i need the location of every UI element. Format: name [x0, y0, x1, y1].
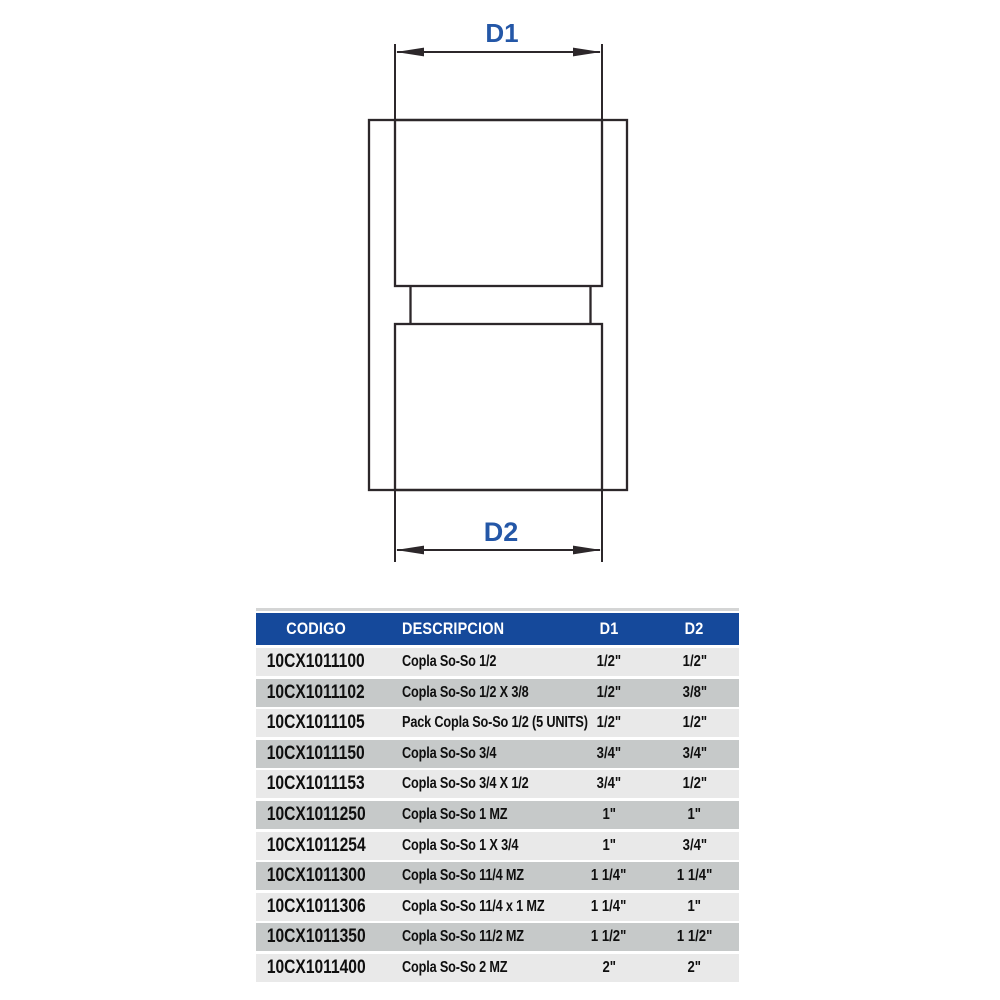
cell-codigo: 10CX1011254 — [266, 834, 366, 856]
cell-d2: 3/4" — [682, 836, 707, 854]
cell-d1: 2" — [602, 958, 616, 976]
cell-d2: 1" — [687, 897, 702, 915]
cell-d1: 1/2" — [596, 683, 622, 701]
cell-descripcion: Pack Copla So-So 1/2 (5 UNITS) — [402, 714, 588, 732]
table-row — [256, 648, 739, 676]
cell-descripcion: Copla So-So 2 MZ — [402, 958, 508, 976]
cell-d1: 1" — [602, 836, 616, 854]
cell-codigo: 10CX1011306 — [266, 895, 366, 917]
cell-codigo: 10CX1011100 — [267, 651, 365, 672]
cell-descripcion: Copla So-So 11/4 MZ — [402, 867, 524, 885]
cell-d2: 3/8" — [682, 683, 707, 701]
cell-d2: 2" — [687, 958, 702, 976]
cell-codigo: 10CX1011300 — [266, 865, 366, 887]
product-table — [256, 608, 739, 982]
cell-descripcion: Copla So-So 11/2 MZ — [402, 928, 524, 946]
cell-descripcion: Copla So-So 1 MZ — [402, 805, 508, 823]
cell-d1: 3/4" — [596, 744, 622, 762]
d1-arrowhead-left-icon — [396, 48, 424, 57]
table-body — [256, 648, 739, 982]
cell-d1: 1 1/2" — [591, 928, 627, 946]
cell-d1: 1/2" — [596, 714, 622, 732]
cell-descripcion: Copla So-So 11/4 x 1 MZ — [402, 897, 545, 915]
table-top-divider — [256, 608, 739, 611]
coupling-body-outline — [369, 120, 627, 490]
cell-codigo: 10CX1011250 — [266, 803, 366, 825]
cell-codigo: 10CX1011105 — [267, 712, 365, 734]
cell-d2: 1 1/4" — [676, 867, 713, 885]
table-row — [256, 801, 739, 829]
cell-d2: 1/2" — [682, 653, 707, 670]
table-header-row — [256, 613, 739, 645]
cell-codigo: 10CX1011400 — [266, 956, 366, 978]
cell-codigo: 10CX1011150 — [267, 742, 365, 764]
table-row — [256, 679, 739, 707]
cell-descripcion: Copla So-So 1 X 3/4 — [402, 836, 519, 854]
cell-d2: 1" — [687, 805, 702, 823]
table-row — [256, 954, 739, 982]
cell-d1: 1" — [602, 805, 616, 823]
cell-codigo: 10CX1011102 — [267, 681, 365, 703]
d2-arrowhead-left-icon — [396, 546, 424, 555]
cell-d2: 3/4" — [682, 744, 707, 762]
table-row — [256, 893, 739, 921]
cell-descripcion: Copla So-So 3/4 X 1/2 — [402, 775, 529, 793]
cell-d1: 1 1/4" — [591, 867, 627, 885]
column-header-codigo: CODIGO — [286, 619, 346, 638]
table-row — [256, 770, 739, 798]
table-row — [256, 709, 739, 737]
cell-descripcion: Copla So-So 1/2 X 3/8 — [402, 683, 529, 701]
d1-label: D1 — [485, 18, 519, 48]
d2-arrowhead-right-icon — [573, 546, 601, 555]
d1-arrowhead-right-icon — [573, 48, 601, 57]
column-header-d1: D1 — [599, 619, 619, 638]
table-row — [256, 923, 739, 951]
top-socket-outline — [395, 120, 602, 286]
d2-label: D2 — [483, 517, 519, 547]
cell-d2: 1/2" — [682, 714, 707, 732]
cell-d1: 1/2" — [596, 653, 622, 670]
cell-descripcion: Copla So-So 1/2 — [402, 653, 497, 670]
column-header-descripcion: DESCRIPCION — [402, 619, 505, 638]
bottom-socket-outline — [395, 324, 602, 490]
column-header-d2: D2 — [685, 619, 704, 638]
table-row — [256, 862, 739, 890]
cell-codigo: 10CX1011153 — [267, 773, 365, 795]
table-row — [256, 832, 739, 860]
table-row — [256, 740, 739, 768]
cell-d1: 1 1/4" — [591, 897, 627, 915]
cell-codigo: 10CX1011350 — [266, 926, 366, 948]
cell-d2: 1 1/2" — [676, 928, 713, 946]
cell-d2: 1/2" — [682, 775, 707, 793]
cell-d1: 3/4" — [596, 775, 622, 793]
cell-descripcion: Copla So-So 3/4 — [402, 744, 497, 762]
